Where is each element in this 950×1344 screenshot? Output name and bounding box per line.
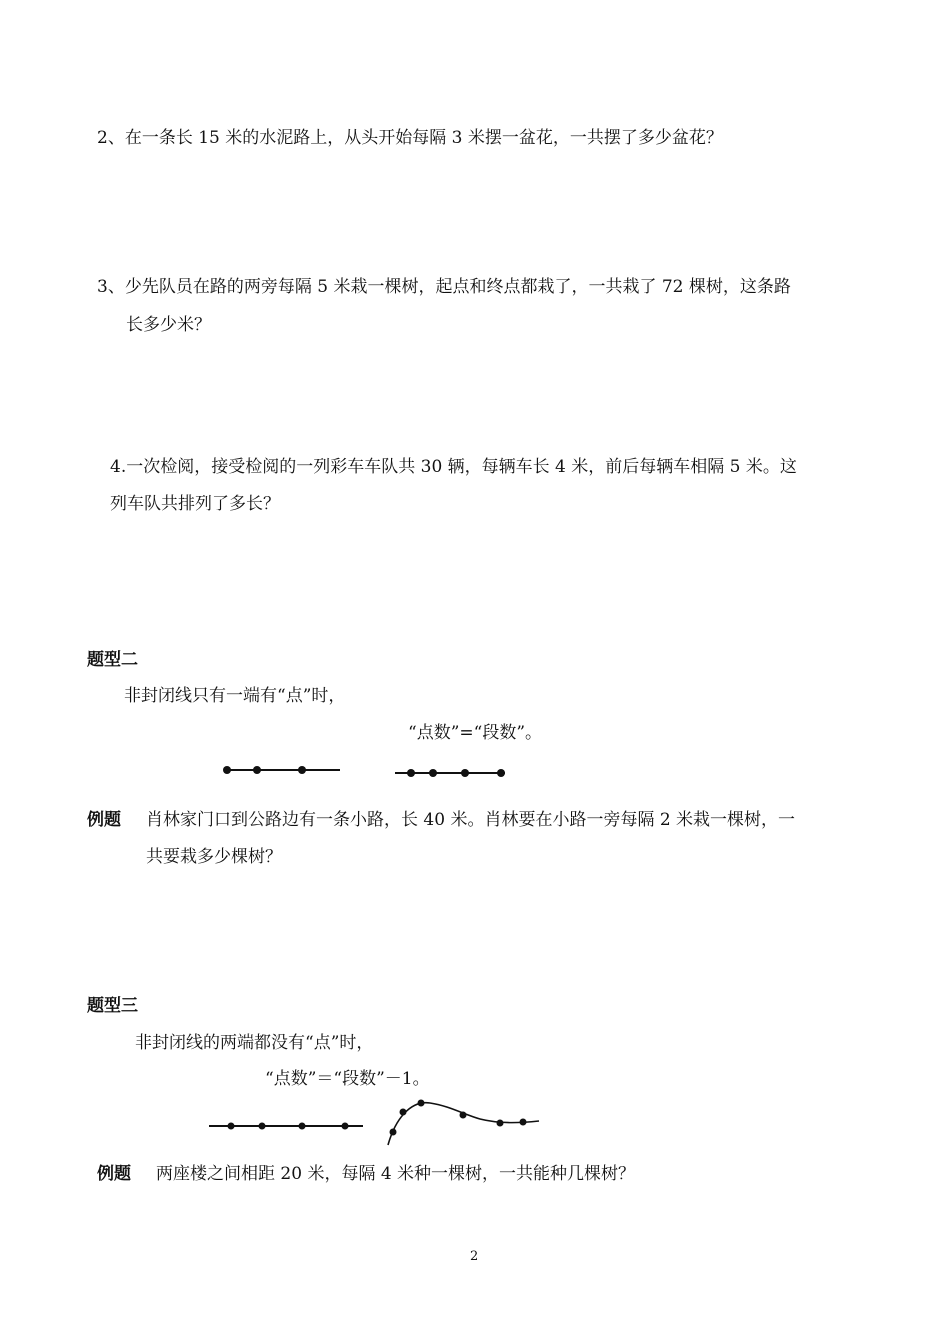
problem-2: 2、在一条长 15 米的水泥路上，从头开始每隔 3 米摆一盆花，一共摆了多少盆花？ — [97, 128, 723, 148]
type-3-rule: 非封闭线的两端都没有“点”时， — [135, 1033, 374, 1053]
type-3-example-label: 例题 — [97, 1164, 131, 1184]
problem-4-line-1: 4.一次检阅，接受检阅的一列彩车车队共 30 辆，每辆车长 4 米，前后每辆车相隔 5 米。这 — [110, 457, 797, 477]
curved-line-no-end-points — [388, 1100, 539, 1146]
page-number: 2 — [470, 1249, 479, 1264]
type-3-line-diagrams — [205, 1095, 545, 1155]
problem-3-line-2: 长多少米？ — [126, 315, 211, 335]
problem-4-line-2: 列车队共排列了多长？ — [110, 494, 280, 514]
type-3-formula: “点数”＝“段数”－1。 — [265, 1069, 430, 1089]
type-3-heading: 题型三 — [87, 996, 138, 1016]
type-2-formula: “点数”=“段数”。 — [408, 723, 543, 743]
type-2-example-line-1: 肖林家门口到公路边有一条小路，长 40 米。肖林要在小路一旁每隔 2 米栽一棵树，一 — [146, 810, 796, 830]
line-one-end-point-right — [395, 769, 505, 777]
type-2-example-line-2: 共要栽多少棵树？ — [146, 847, 282, 867]
type-2-line-diagrams — [215, 758, 515, 786]
type-3-example-line-1: 两座楼之间相距 20 米，每隔 4 米种一棵树，一共能种几棵树？ — [156, 1164, 636, 1184]
type-2-heading: 题型二 — [87, 650, 138, 670]
type-2-example-label: 例题 — [87, 810, 121, 830]
problem-3-line-1: 3、少先队员在路的两旁每隔 5 米栽一棵树，起点和终点都栽了，一共栽了 72 棵树，这条路 — [97, 277, 791, 297]
type-2-rule: 非封闭线只有一端有“点”时， — [124, 686, 346, 706]
line-one-end-point-left — [223, 766, 340, 774]
straight-line-no-end-points — [209, 1123, 363, 1130]
